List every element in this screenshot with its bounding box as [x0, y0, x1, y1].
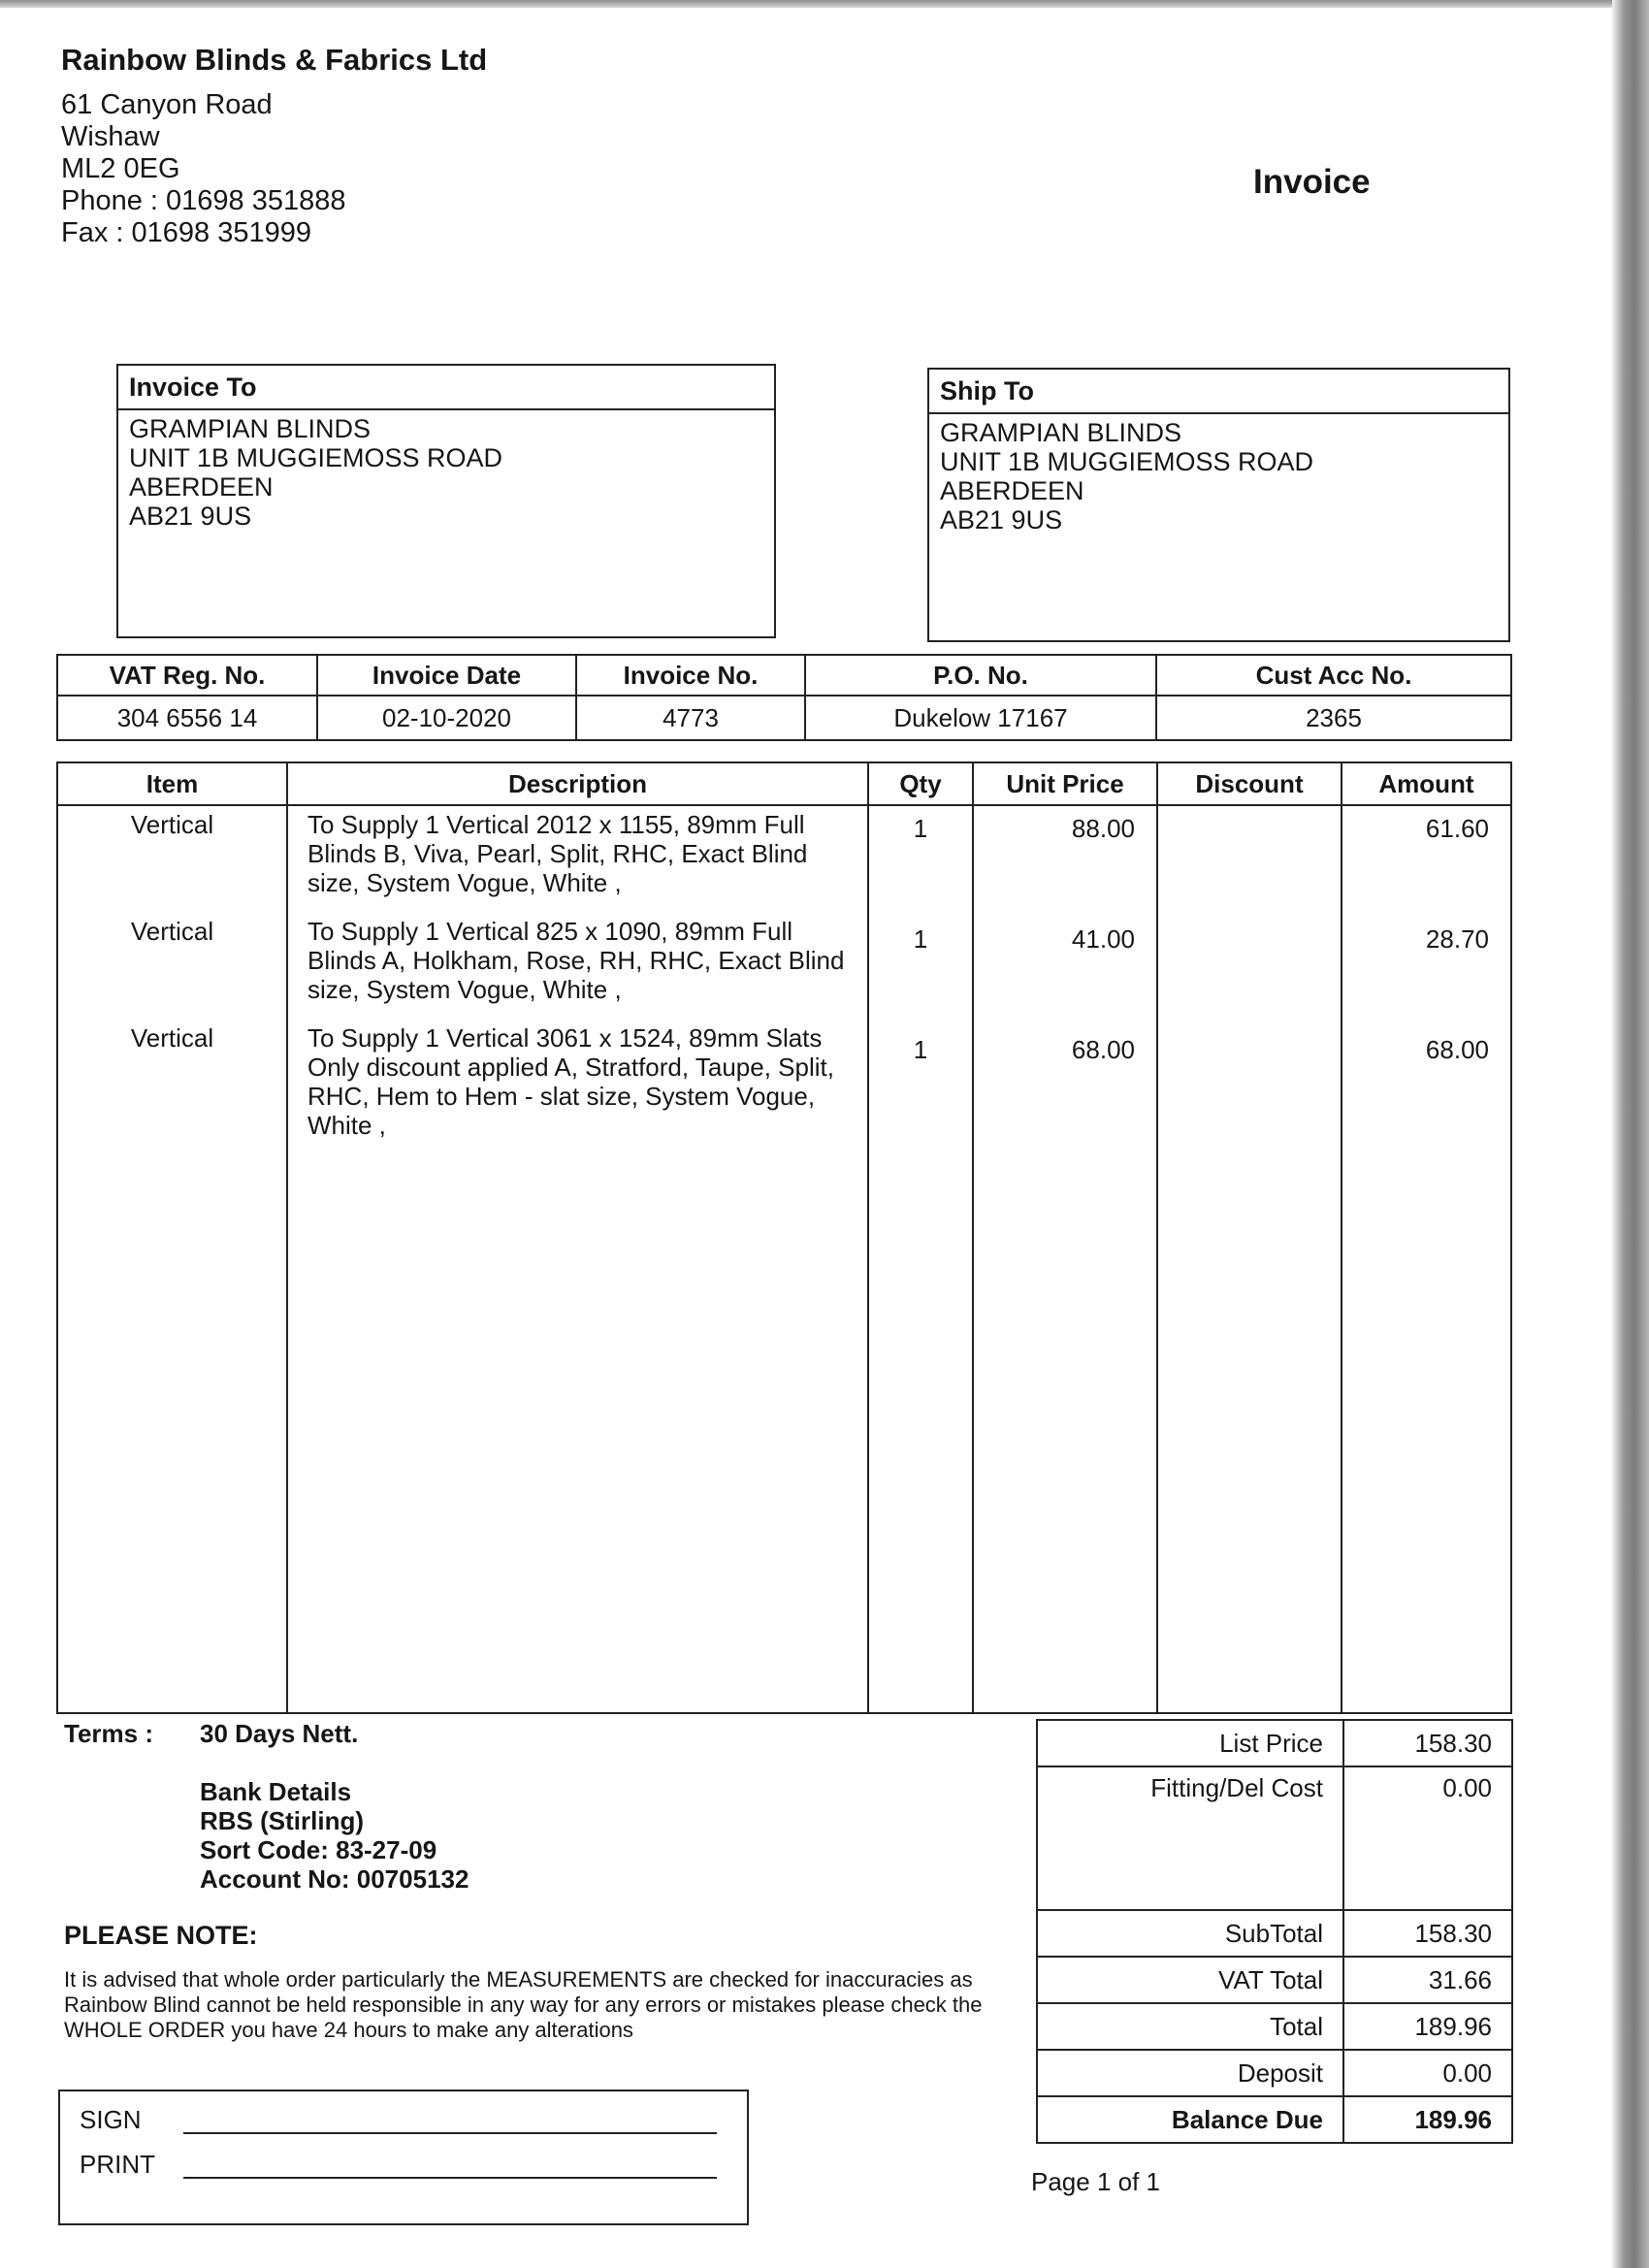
subtotal-label: SubTotal: [1037, 1910, 1343, 1957]
invoice-number-label: Invoice No.: [576, 655, 805, 696]
line-item-amount: 61.60: [1425, 814, 1489, 843]
description-column: [287, 805, 868, 1713]
company-address-line: Wishaw: [61, 121, 160, 152]
col-header-amount: Amount: [1342, 762, 1511, 805]
line-item-qty: 1: [913, 1035, 928, 1064]
company-phone: Phone : 01698 351888: [61, 185, 346, 216]
line-item-unit-price: 68.00: [1071, 1035, 1135, 1064]
line-item-name: Vertical: [130, 1023, 214, 1053]
account-number: Account No: 00705132: [200, 1864, 469, 1894]
balance-due-label: Balance Due: [1037, 2096, 1343, 2143]
total-value: 189.96: [1343, 2003, 1512, 2050]
col-header-description: Description: [287, 762, 868, 805]
balance-due-value: 189.96: [1343, 2096, 1512, 2143]
scan-edge-right: [1612, 0, 1649, 2268]
address-line: AB21 9US: [129, 502, 252, 531]
line-item-description: To Supply 1 Vertical 3061 x 1524, 89mm Slats Only discount applied A, Stratford, Taupe, Split, RHC, Hem to Hem - slat size, System Vogue, White ,: [307, 1023, 834, 1140]
unit-price-column: [973, 805, 1157, 1713]
company-address-line: ML2 0EG: [61, 153, 180, 184]
qty-column: [868, 805, 973, 1713]
address-line: ABERDEEN: [940, 476, 1084, 505]
company-fax: Fax : 01698 351999: [61, 217, 311, 248]
invoice-date-value: 02-10-2020: [317, 696, 576, 740]
line-item-discount: [1158, 806, 1341, 909]
invoice-meta-table: [56, 654, 1512, 741]
line-item-name: Vertical: [130, 917, 214, 946]
line-item-description: To Supply 1 Vertical 2012 x 1155, 89mm Full Blinds B, Viva, Pearl, Split, RHC, Exact Blind size, System Vogue, White ,: [307, 810, 808, 897]
line-item-unit-price: 41.00: [1071, 924, 1135, 954]
col-header-qty: Qty: [868, 762, 973, 805]
company-name: Rainbow Blinds & Fabrics Ltd: [61, 43, 488, 77]
line-item-description: To Supply 1 Vertical 825 x 1090, 89mm Full Blinds A, Holkham, Rose, RH, RHC, Exact Blind size, System Vogue, White ,: [307, 917, 845, 1004]
line-item-discount: [1158, 1012, 1341, 1115]
invoice-date-label: Invoice Date: [317, 655, 576, 696]
invoice-number-value: 4773: [576, 696, 805, 740]
document-title: Invoice: [1253, 163, 1371, 201]
address-line: UNIT 1B MUGGIEMOSS ROAD: [940, 447, 1314, 476]
col-header-unit-price: Unit Price: [973, 762, 1157, 805]
line-item-amount: 28.70: [1425, 924, 1489, 954]
note-heading: PLEASE NOTE:: [64, 1921, 258, 1950]
sign-label: SIGN: [80, 2105, 142, 2134]
discount-column: [1157, 805, 1342, 1713]
terms-value: 30 Days Nett.: [200, 1719, 359, 1748]
line-item-qty: 1: [913, 924, 928, 954]
address-line: AB21 9US: [940, 505, 1063, 535]
fitting-value: 0.00: [1343, 1766, 1512, 1910]
total-label: Total: [1037, 2003, 1343, 2050]
col-header-item: Item: [57, 762, 287, 805]
po-number-value: Dukelow 17167: [805, 696, 1156, 740]
page-number: Page 1 of 1: [1031, 2167, 1160, 2196]
line-item-qty: 1: [913, 814, 928, 843]
company-address-line: 61 Canyon Road: [61, 89, 273, 120]
fitting-label: Fitting/Del Cost: [1037, 1766, 1343, 1910]
sign-line: [183, 2132, 717, 2134]
note-text: It is advised that whole order particularly the MEASUREMENTS are checked for inaccuracies as Rainbow Blind cannot be held responsible in any way for any errors or mistakes please check the WHOLE ORDER you have 24 hours to make any alterations: [64, 1967, 983, 2042]
scan-edge-top: [0, 0, 1649, 8]
terms-label: Terms :: [64, 1719, 153, 1748]
ship-to-heading: Ship To: [929, 370, 1508, 414]
address-line: GRAMPIAN BLINDS: [940, 418, 1182, 447]
totals-table: [1036, 1719, 1513, 2144]
deposit-label: Deposit: [1037, 2050, 1343, 2096]
bank-name: RBS (Stirling): [200, 1806, 364, 1835]
po-number-label: P.O. No.: [805, 655, 1156, 696]
address-line: ABERDEEN: [129, 472, 274, 502]
deposit-value: 0.00: [1343, 2050, 1512, 2096]
line-item-amount: 68.00: [1425, 1035, 1489, 1064]
bank-heading: Bank Details: [200, 1777, 352, 1806]
col-header-discount: Discount: [1157, 762, 1342, 805]
line-items-table: [56, 761, 1512, 1714]
sort-code: Sort Code: 83-27-09: [200, 1835, 437, 1864]
invoice-to-heading: Invoice To: [118, 366, 774, 410]
print-label: PRINT: [80, 2150, 155, 2179]
line-item-name: Vertical: [130, 810, 214, 839]
amount-column: [1342, 805, 1511, 1713]
vat-total-label: VAT Total: [1037, 1957, 1343, 2003]
vat-total-value: 31.66: [1343, 1957, 1512, 2003]
cust-acc-label: Cust Acc No.: [1156, 655, 1511, 696]
subtotal-value: 158.30: [1343, 1910, 1512, 1957]
table-body: [57, 805, 1511, 1713]
address-line: GRAMPIAN BLINDS: [129, 414, 372, 443]
list-price-value: 158.30: [1343, 1720, 1512, 1766]
item-column: [57, 805, 287, 1713]
list-price-label: List Price: [1037, 1720, 1343, 1766]
invoice-to-address: [118, 410, 774, 531]
signature-box: [58, 2090, 749, 2225]
invoice-to-box: [116, 364, 776, 638]
cust-acc-value: 2365: [1156, 696, 1511, 740]
ship-to-address: [929, 414, 1508, 535]
line-item-unit-price: 88.00: [1071, 814, 1135, 843]
address-line: UNIT 1B MUGGIEMOSS ROAD: [129, 443, 503, 472]
vat-reg-label: VAT Reg. No.: [57, 655, 317, 696]
print-line: [183, 2177, 717, 2179]
line-item-discount: [1158, 909, 1341, 1012]
ship-to-box: [927, 368, 1510, 642]
vat-reg-value: 304 6556 14: [57, 696, 317, 740]
